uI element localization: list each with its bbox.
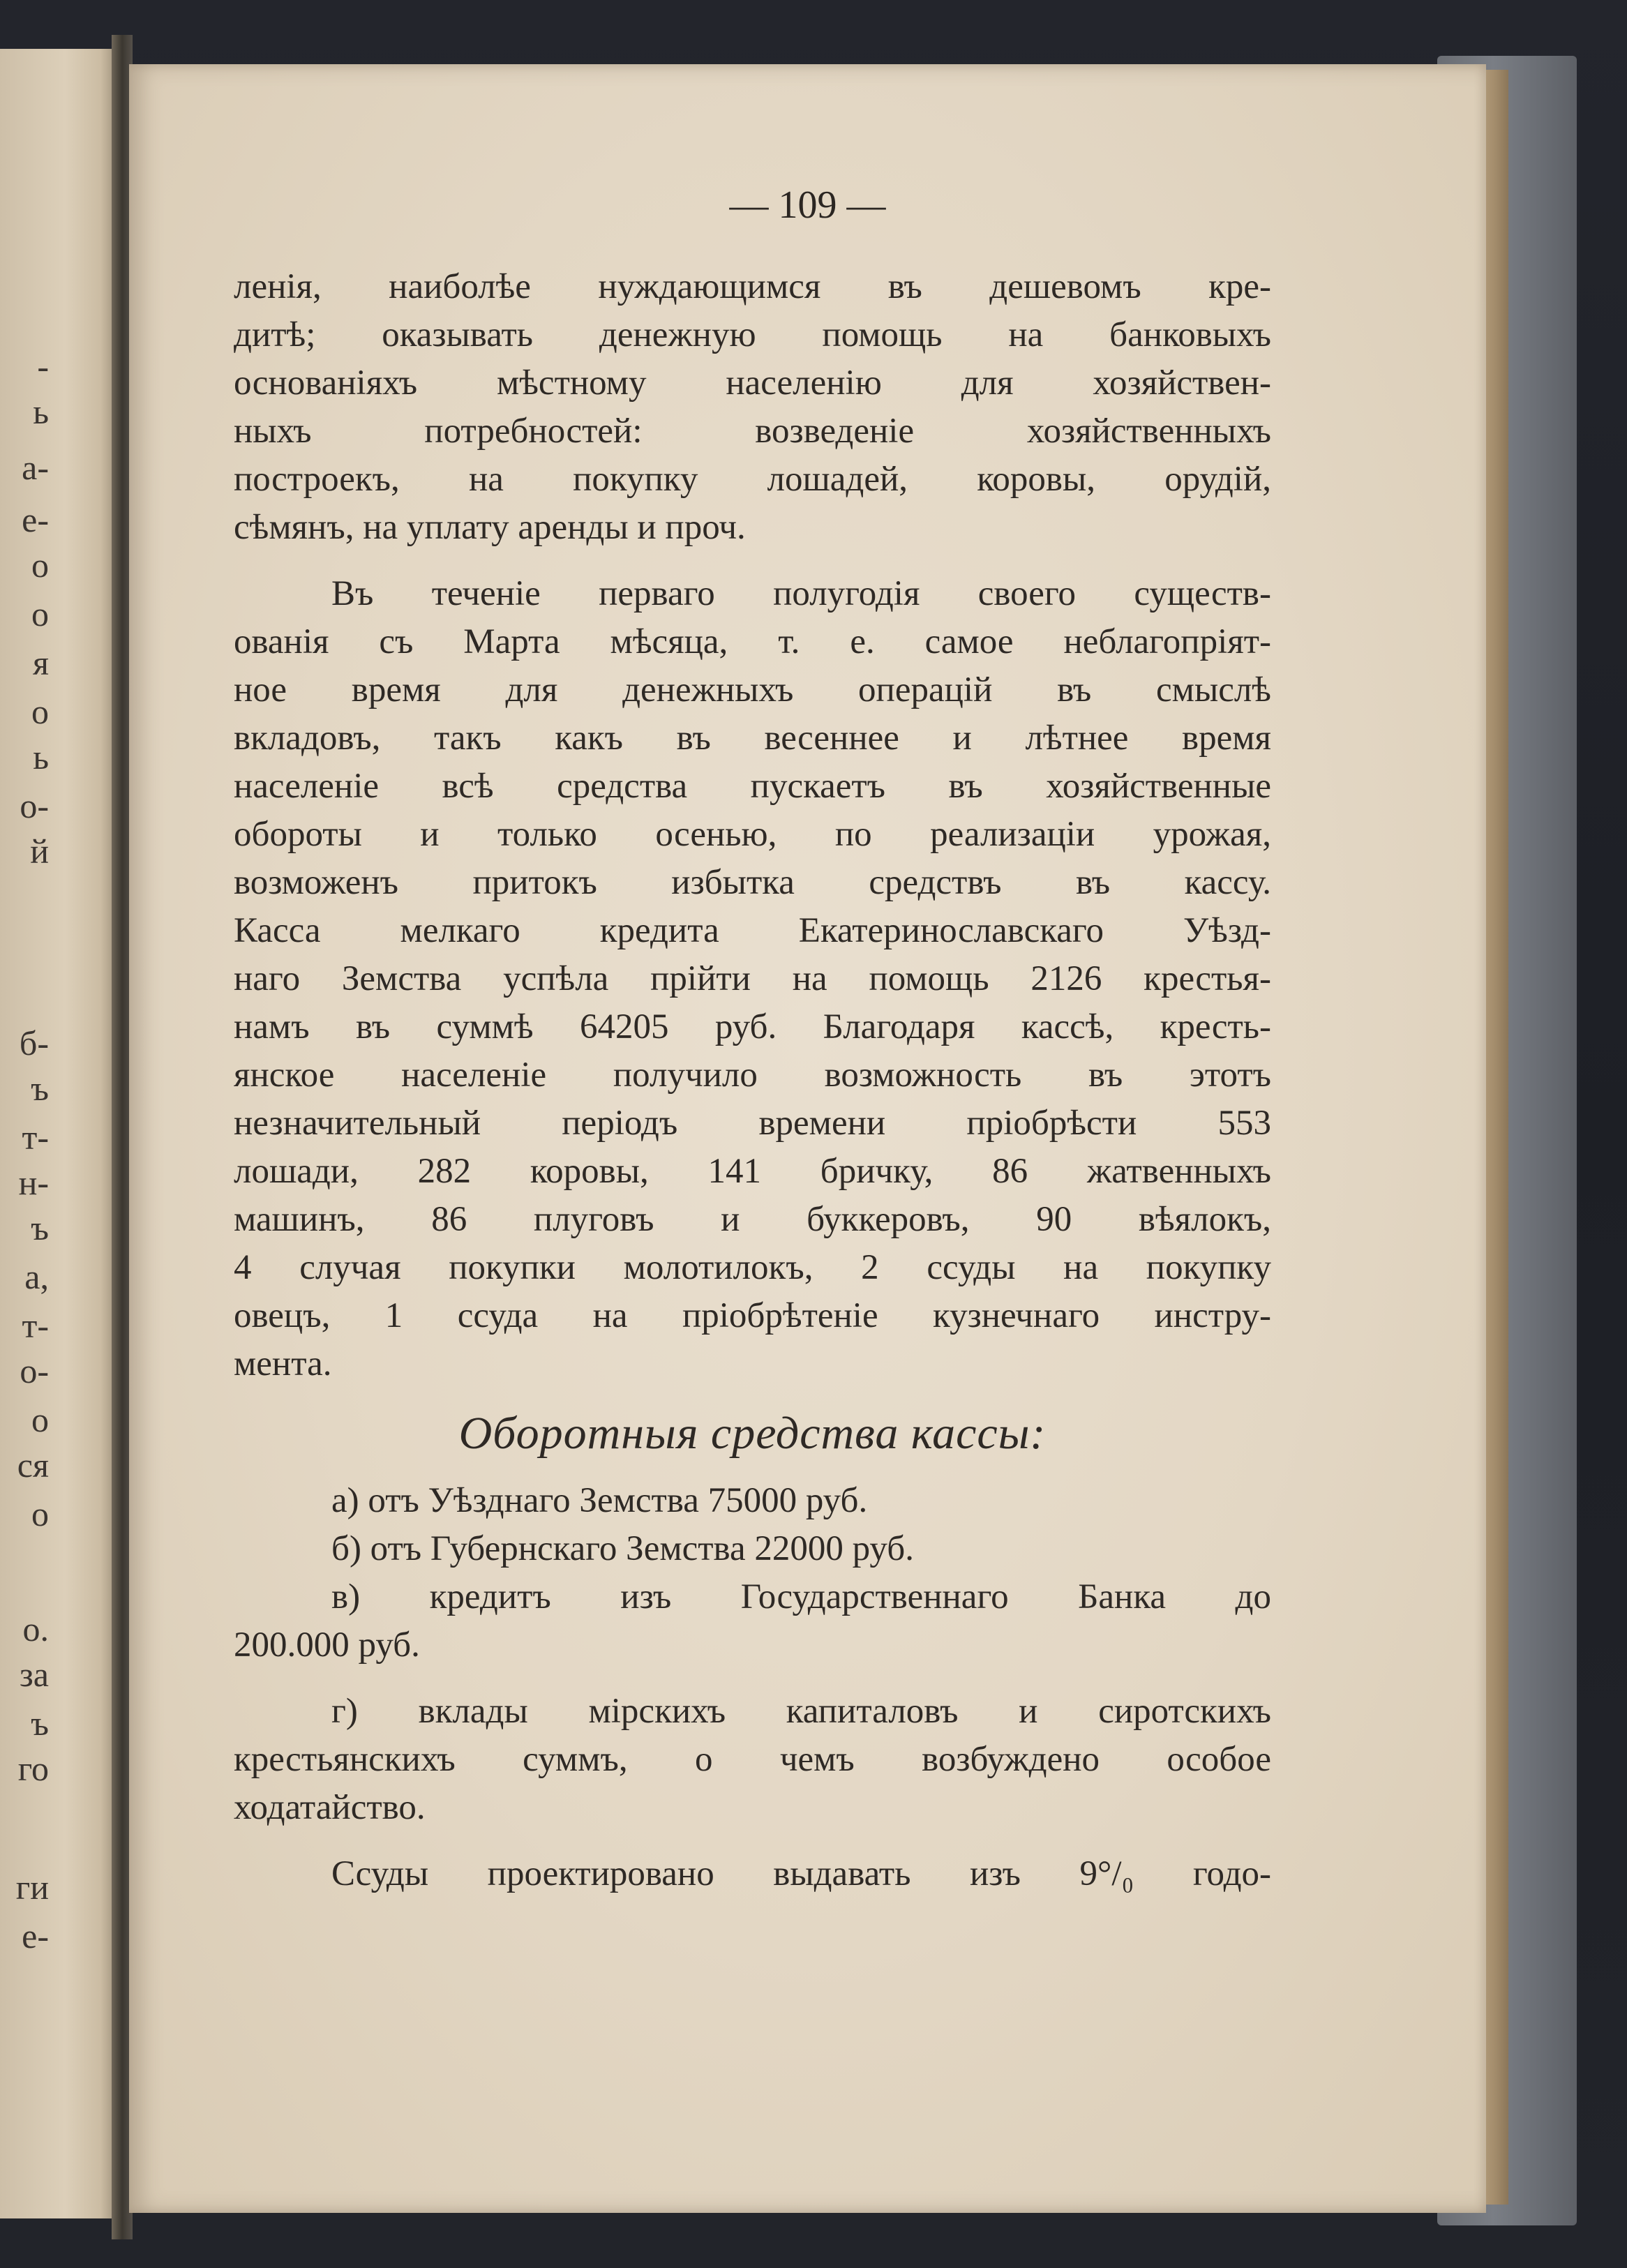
text-line: населеніе всѣ средства пускаетъ въ хозяйственные — [234, 767, 1271, 806]
text-line: вкладовъ, такъ какъ въ весеннее и лѣтнее время — [234, 719, 1271, 758]
book-page — [129, 64, 1486, 2213]
previous-page-fragment: ъ — [31, 1069, 49, 1108]
previous-page-fragment: го — [17, 1749, 49, 1788]
previous-page-fragment: о — [31, 1494, 49, 1533]
previous-page-fragment: ги — [15, 1868, 49, 1907]
text-line: 4 случая покупки молотилокъ, 2 ссуды на покупку — [234, 1248, 1271, 1287]
text-line: овецъ, 1 ссуда на пріобрѣтеніе кузнечнаго инстру- — [234, 1296, 1271, 1335]
previous-page-fragment: т- — [22, 1118, 49, 1157]
text-line: янское населеніе получило возможность въ этотъ — [234, 1056, 1271, 1095]
section-heading: Оборотныя средства кассы: — [458, 1408, 1047, 1459]
previous-page-fragment: о — [31, 1400, 49, 1439]
previous-page-fragment: о — [31, 692, 49, 731]
previous-page-fragment: ь — [33, 392, 49, 431]
fund-item: а) отъ Уѣзднаго Земства 75000 руб. — [331, 1481, 868, 1520]
previous-page-fragment: е- — [22, 1916, 49, 1955]
text-line: ныхъ потребностей: возведеніе хозяйственныхъ — [234, 412, 1271, 451]
fund-item: в) кредитъ изъ Государственнаго Банка до — [331, 1577, 1271, 1616]
previous-page-fragment: я — [33, 643, 49, 682]
text-line: намъ въ суммѣ 64205 руб. Благодаря кассѣ, кресть- — [234, 1007, 1271, 1046]
previous-page-fragment: о — [31, 546, 49, 585]
text-line: возможенъ притокъ избытка средствъ въ кассу. — [234, 863, 1271, 902]
text-line: Въ теченіе перваго полугодія своего существ- — [331, 574, 1271, 613]
fund-item: крестьянскихъ суммъ, о чемъ возбуждено особое — [234, 1740, 1271, 1779]
previous-page-fragment: а- — [22, 448, 49, 487]
text-line: построекъ, на покупку лошадей, коровы, орудій, — [234, 460, 1271, 499]
previous-page-fragment: а, — [24, 1257, 49, 1296]
page-body — [234, 263, 1271, 1898]
previous-page-edge — [0, 49, 119, 2218]
text-line: ное время для денежныхъ операцій въ смыслѣ — [234, 670, 1271, 709]
text-line: ованія съ Марта мѣсяца, т. е. самое неблагопріят- — [234, 622, 1271, 661]
previous-page-fragment: б- — [19, 1023, 49, 1062]
previous-page-fragment: о- — [20, 1351, 49, 1390]
previous-page-fragment: н- — [18, 1163, 49, 1202]
previous-page-fragment: о — [31, 594, 49, 633]
previous-page-fragment: ся — [17, 1445, 49, 1485]
text-line: сѣмянъ, на уплату аренды и проч. — [234, 508, 746, 547]
text-line: лошади, 282 коровы, 141 бричку, 86 жатвенныхъ — [234, 1152, 1271, 1191]
previous-page-fragment: - — [37, 347, 49, 386]
text-line: основаніяхъ мѣстному населенію для хозяйствен- — [234, 363, 1271, 403]
text-line: машинъ, 86 плуговъ и буккеровъ, 90 вѣялокъ, — [234, 1200, 1271, 1239]
previous-page-fragment: о. — [22, 1609, 49, 1649]
text-line: Ссуды проектировано выдавать изъ 9°/₀ годо- — [331, 1854, 1271, 1893]
text-line: Касса мелкаго кредита Екатеринославскаго Уѣзд- — [234, 911, 1271, 950]
fund-item: ходатайство. — [234, 1788, 426, 1827]
previous-page-fragment: ъ — [31, 1704, 49, 1743]
previous-page-fragment: т- — [22, 1306, 49, 1345]
fund-item: б) отъ Губернскаго Земства 22000 руб. — [331, 1529, 914, 1568]
text-line: незначительный періодъ времени пріобрѣсти 553 — [234, 1104, 1271, 1143]
previous-page-fragment: й — [30, 832, 49, 871]
text-line: дитѣ; оказывать денежную помощь на банковыхъ — [234, 315, 1271, 354]
fund-item: г) вклады мірскихъ капиталовъ и сиротскихъ — [331, 1692, 1271, 1731]
previous-page-fragment: е- — [22, 500, 49, 539]
fund-item: 200.000 руб. — [234, 1625, 420, 1665]
previous-page-fragment: о- — [20, 786, 49, 825]
text-line: наго Земства успѣла прійти на помощь 2126 крестья- — [234, 959, 1271, 998]
page-number: — 109 — — [729, 183, 886, 227]
previous-page-fragment: за — [20, 1655, 49, 1694]
previous-page-fragment: ъ — [31, 1208, 49, 1247]
text-line: обороты и только осенью, по реализаціи урожая, — [234, 815, 1271, 854]
previous-page-fragment: ь — [33, 737, 49, 776]
text-line: мента. — [234, 1344, 332, 1383]
text-line: ленія, наиболѣе нуждающимся въ дешевомъ кре- — [234, 267, 1271, 306]
